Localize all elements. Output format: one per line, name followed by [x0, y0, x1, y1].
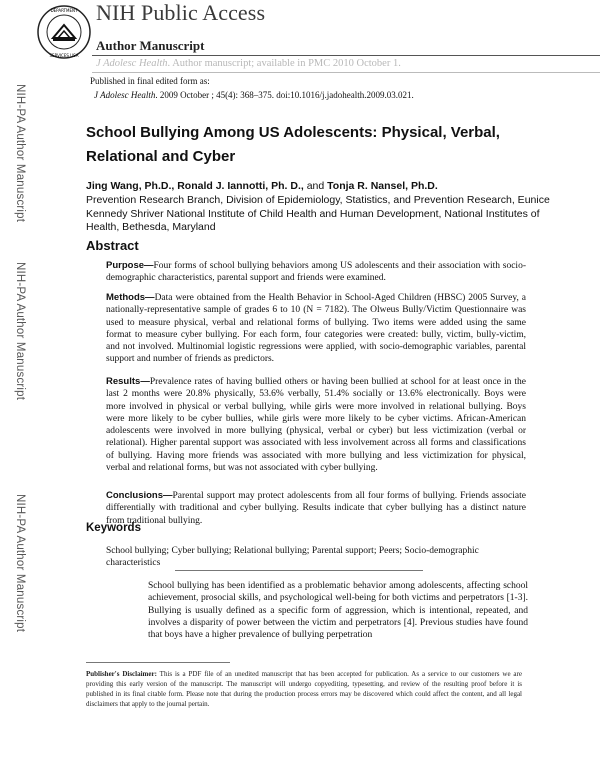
citation: J Adolesc Health. 2009 October ; 45(4): 368–375. doi:10.1016/j.jadohealth.2009.03.021.	[94, 90, 414, 100]
svg-text:DEPARTMENT: DEPARTMENT	[50, 8, 78, 13]
footnote-rule	[86, 662, 230, 663]
sidebar-manuscript-label: NIH-PA Author Manuscript	[14, 262, 26, 401]
body-paragraph: School bullying has been identified as a problematic behavior among adolescents, affecting school achievement, prosocial skills, and psychological well-being for both victims and perpetrators [1-3]. Bullying is usually defined as a specific form of aggression, which is intentional, repeated, and involves a disparity of power between the victim and perpetrators [4]. Previous studies have found that boys have a higher prevalence of bullying perpetration	[148, 581, 528, 641]
header-rule-secondary	[92, 72, 600, 73]
sidebar-manuscript-label: NIH-PA Author Manuscript	[14, 84, 26, 223]
nih-public-access-title: NIH Public Access	[96, 0, 266, 25]
abstract-methods: Methods—Data were obtained from the Health Behavior in School-Aged Children (HBSC) 2005 Survey, a nationally-representative sample of grades 6 to 10 (N = 7182). The Olweus Bully/Victim Questionnaire was used to measure physical, verbal and relational forms of bullying. Two items were added using the same format to measure cyber bullying. For each form, four categories were created: bully, victim, bully-victim, and not involved. Multinomial logistic regressions were applied, with socio-demographic variables, parental support and number of friends as predictors.	[106, 292, 526, 365]
abstract-results: Results—Prevalence rates of having bullied others or having been bullied at school for at least once in the last 2 months were 20.8% physically, 53.6% verbally, 51.4% socially or 13.6% electronically. Boys were more involved in physical or verbal bullying, while girls were more involved in relational bullying. Boys were more likely to be cyber bullies, while girls were more likely to be cyber victims. African-American adolescents were involved in more bullying (physical, verbal or cyber) but less victimization (verbal or relational). Higher parental support was associated with less involvement across all forms and classifications of bullying. Having more friends was associated with more bullying and less victimization for physical, verbal and relational forms, but was not associated with cyber bullying.	[106, 376, 526, 474]
abstract-purpose: Purpose—Four forms of school bullying behaviors among US adolescents and their association with socio-demographic characteristics, parental support and friends were examined.	[106, 260, 526, 284]
affiliation: Prevention Research Branch, Division of Epidemiology, Statistics, and Prevention Research, Eunice Kennedy Shriver National Institute of Child Health and Human Development, National Institutes of Health, Bethesda, Maryland	[86, 194, 550, 233]
author-manuscript-label: Author Manuscript	[96, 38, 205, 53]
nih-hhs-seal-icon	[36, 4, 92, 60]
section-divider	[175, 570, 423, 571]
keywords-heading: Keywords	[86, 522, 141, 534]
published-label: Published in final edited form as:	[90, 76, 210, 86]
abstract-conclusions: Conclusions—Parental support may protect adolescents from all four forms of bullying. Friends associate differentially with traditional and cyber bullying. Results indicate that cyber bullying has a distinct nature from traditional bullying.	[106, 490, 526, 526]
header-rule	[92, 55, 600, 56]
availability-note: J Adolesc Health. Author manuscript; available in PMC 2010 October 1.	[96, 58, 401, 69]
author-list: Jing Wang, Ph.D., Ronald J. Iannotti, Ph. D., and Tonja R. Nansel, Ph.D.	[86, 180, 438, 192]
publisher-disclaimer: Publisher's Disclaimer: This is a PDF file of an unedited manuscript that has been accepted for publication. As a service to our customers we are providing this early version of the manuscript. The manuscript will undergo copyediting, typesetting, and review of the resulting proof before it is published in its final citable form. Please note that during the production process errors may be discovered which could affect the content, and all legal disclaimers that apply to the journal pertain.	[86, 670, 522, 708]
abstract-heading: Abstract	[86, 238, 139, 253]
svg-text:SERVICES USA: SERVICES USA	[49, 53, 79, 58]
paper-title: School Bullying Among US Adolescents: Physical, Verbal, Relational and Cyber	[86, 124, 500, 165]
sidebar-manuscript-label: NIH-PA Author Manuscript	[14, 494, 26, 633]
keywords-list: School bullying; Cyber bullying; Relational bullying; Parental support; Peers; Socio-demographic characteristics	[106, 546, 479, 569]
